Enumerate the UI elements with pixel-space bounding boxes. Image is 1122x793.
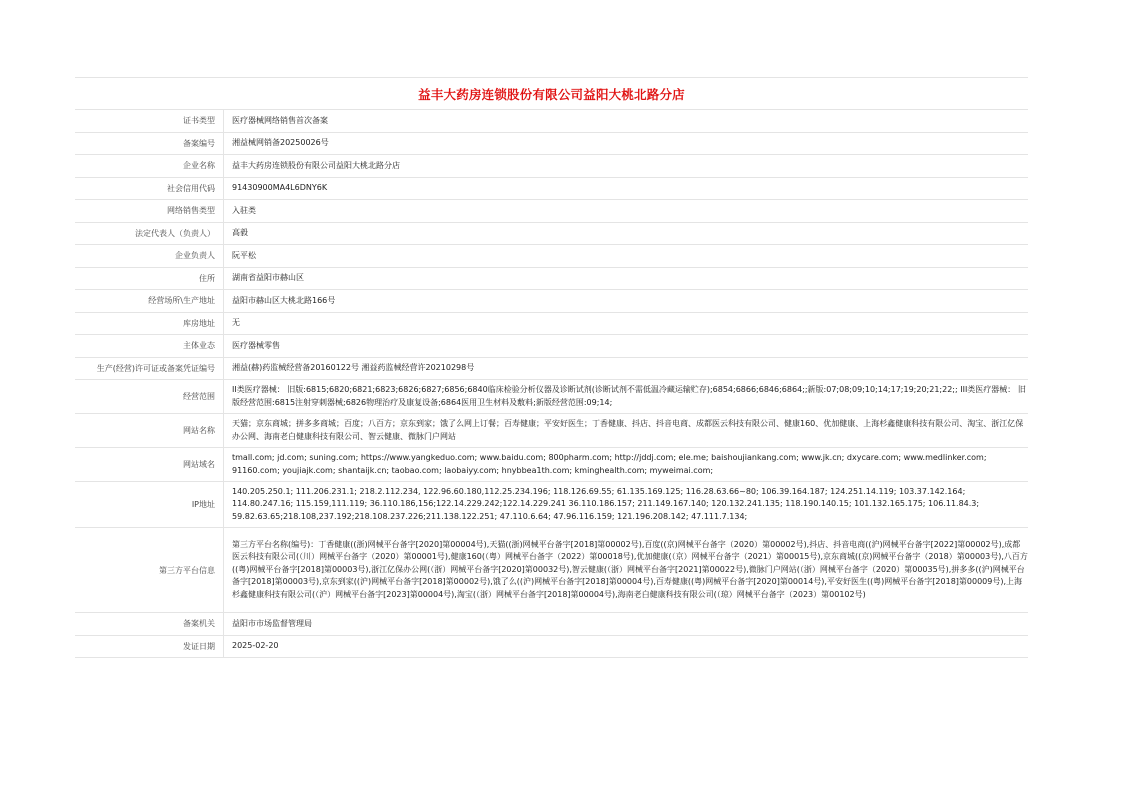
row-authority: [75, 613, 1028, 636]
company-name-value: 益丰大药房连锁股份有限公司益阳大桃北路分店: [224, 155, 1029, 178]
domains-label: 网站域名: [75, 448, 224, 482]
ip-value: 140.205.250.1; 111.206.231.1; 218.2.112.234, 122.96.60.180,112.25.234.196; 118.126.69.55; 61.135.169.125; 116.28.63.66~80; 106.39.164.187; 124.251.14.119; 103.37.142.164; 114.80.247.16; 115.159,111.119; 36.110.186,156;122.14.229.242;122.14.229.241 36.110.186.157; 211.149.167.140; 120.132.241.135; 118.190.140.15; 101.132.165.175; 106.11.84.3; 59.82.63.65;218.108,237.192;218.108.237.226;211.138.122.251; 47.110.6.64; 47.96.116.159; 121.196.208.142; 47.111.7.134;: [224, 482, 1029, 528]
main-business-value: 医疗器械零售: [224, 335, 1029, 358]
third-party-label: 第三方平台信息: [75, 528, 224, 613]
residence-value: 湖南省益阳市赫山区: [224, 267, 1029, 290]
main-business-label: 主体业态: [75, 335, 224, 358]
warehouse-label: 库房地址: [75, 312, 224, 335]
license-no-label: 生产(经营)许可证或备案凭证编号: [75, 357, 224, 380]
row-business-address: [75, 290, 1028, 313]
row-principal: [75, 245, 1028, 268]
legal-rep-label: 法定代表人（负责人）: [75, 222, 224, 245]
row-sales-type: [75, 200, 1028, 223]
scope-label: 经营范围: [75, 380, 224, 414]
residence-label: 住所: [75, 267, 224, 290]
issue-date-value: 2025-02-20: [224, 635, 1029, 658]
company-name-label: 企业名称: [75, 155, 224, 178]
legal-rep-value: 高毅: [224, 222, 1029, 245]
row-site-names: [75, 414, 1028, 448]
row-cert-type: [75, 110, 1028, 132]
business-address-label: 经营场所\生产地址: [75, 290, 224, 313]
row-ip: [75, 482, 1028, 528]
authority-label: 备案机关: [75, 613, 224, 636]
authority-value: 益阳市市场监督管理局: [224, 613, 1029, 636]
record-sheet: [75, 77, 1028, 658]
cert-type-value: 医疗器械网络销售首次备案: [224, 110, 1029, 132]
sales-type-label: 网络销售类型: [75, 200, 224, 223]
issue-date-label: 发证日期: [75, 635, 224, 658]
sales-type-value: 入驻类: [224, 200, 1029, 223]
record-table: [75, 110, 1028, 658]
row-main-business: [75, 335, 1028, 358]
title-row: [75, 77, 1028, 110]
row-legal-rep: [75, 222, 1028, 245]
row-credit-code: [75, 177, 1028, 200]
domains-value: tmall.com; jd.com; suning.com; https://www.yangkeduo.com; www.baidu.com; 800pharm.com; http://jddj.com; ele.me; baishoujiankang.com; www.jk.cn; dxycare.com; www.medlinker.com; 91160.com; youjiajk.com; shantaijk.cn; taobao.com; laobaiyy.com; hnybbea1th.com; kminghealth.com; myweimai.com;: [224, 448, 1029, 482]
row-issue-date: [75, 635, 1028, 658]
record-no-value: 湘益械网销备20250026号: [224, 132, 1029, 155]
record-no-label: 备案编号: [75, 132, 224, 155]
row-license-no: [75, 357, 1028, 380]
credit-code-label: 社会信用代码: [75, 177, 224, 200]
scope-value: II类医疗器械： 旧版:6815;6820;6821;6823;6826;6827;6856;6840临床检验分析仪器及诊断试剂(诊断试剂不需低温冷藏运输贮存);6854;6866;6846;6864;;新版:07;08;09;10;14;17;19;20;21;22;; III类医疗器械： 旧版经营范围:6815注射穿刺器械;6826物理治疗及康复设备;6864医用卫生材料及敷料;新版经营范围:09;14;: [224, 380, 1029, 414]
ip-label: IP地址: [75, 482, 224, 528]
third-party-value: 第三方平台名称(编号)：丁香健康((浙)网械平台备字[2020]第00004号),天猫((浙)网械平台备字[2018]第00002号),百度((京)网械平台备字（2020）第00002号),抖店、抖音电商((沪)网械平台备字[2022]第00002号),成都医云科技有限公司(（川）网械平台备字（2020）第00001号),健康160(（粤）网械平台备字（2022）第00018号),优加健康(（京）网械平台备字（2021）第00015号),京东商城((京)网械平台备字（2018）第00003号),八百方((粤)网械平台备字[2018]第00003号),浙江亿保办公网(（浙）网械平台备字[2020]第00032号),智云健康(（浙）网械平台备字[2021]第00022号),微脉门户网站(（浙）网械平台备字（2020）第00035号),拼多多((沪)网械平台备字[2018]第00003号),京东到家((沪)网械平台备字[2018]第00002号),饿了么((沪)网械平台备字[2018]第00004号),百寿健康((粤)网械平台备字[2020]第00014号),平安好医生((粤)网械平台备字[2018]第00009号),上海杉鑫健康科技有限公司(（沪）网械平台备字[2023]第00004号),淘宝(（浙）网械平台备字[2018]第00004号),海南老白健康科技有限公司(（琼）网械平台备字（2023）第00102号): [224, 528, 1029, 613]
cert-type-label: 证书类型: [75, 110, 224, 132]
site-names-label: 网站名称: [75, 414, 224, 448]
business-address-value: 益阳市赫山区大桃北路166号: [224, 290, 1029, 313]
license-no-value: 湘益(赫)药监械经营备20160122号 湘益药监械经营许20210298号: [224, 357, 1029, 380]
warehouse-value: 无: [224, 312, 1029, 335]
row-warehouse: [75, 312, 1028, 335]
row-company-name: [75, 155, 1028, 178]
principal-label: 企业负责人: [75, 245, 224, 268]
page-title: 益丰大药房连锁股份有限公司益阳大桃北路分店: [418, 86, 685, 102]
row-domains: [75, 448, 1028, 482]
principal-value: 阮平松: [224, 245, 1029, 268]
credit-code-value: 91430900MA4L6DNY6K: [224, 177, 1029, 200]
site-names-value: 天猫；京东商城；拼多多商城；百度；八百方；京东到家；饿了么网上订餐；百寿健康；平安好医生；丁香健康、抖店、抖音电商、成都医云科技有限公司、健康160、优加健康、上海杉鑫健康科技有限公司、淘宝、浙江亿保办公网、海南老白健康科技有限公司、智云健康、微脉门户网站: [224, 414, 1029, 448]
row-third-party: [75, 528, 1028, 613]
row-record-no: [75, 132, 1028, 155]
row-scope: [75, 380, 1028, 414]
row-residence: [75, 267, 1028, 290]
